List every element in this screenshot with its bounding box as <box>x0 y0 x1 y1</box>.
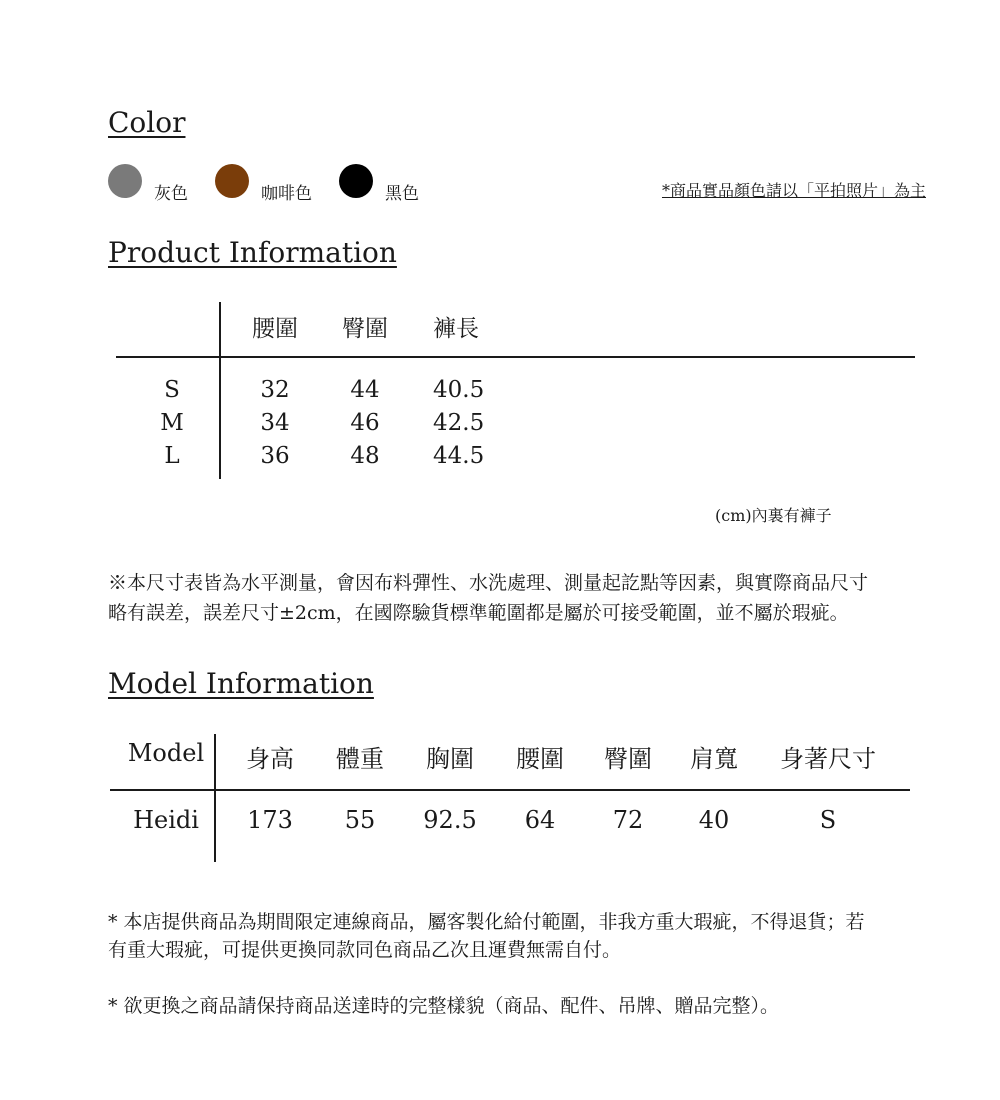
model-shoulder: 40 <box>698 806 730 834</box>
policy-line-2: 有重大瑕疵，可提供更換同款同色商品乙次且運費無需自付。 <box>108 939 622 961</box>
black-swatch-label: 黑色 <box>385 184 419 204</box>
model-col-size-worn: 身著尺寸 <box>780 745 876 773</box>
policy-line-1: * 本店提供商品為期間限定連線商品，屬客製化給付範圍，非我方重大瑕疵，不得退貨；若 <box>108 911 865 933</box>
model-col-waist: 腰圍 <box>516 745 564 773</box>
black-swatch[interactable] <box>339 164 373 198</box>
size-label-m: M <box>160 410 184 436</box>
size-label-l: L <box>164 443 180 469</box>
product-info-heading: Product Information <box>108 236 397 269</box>
model-name: Heidi <box>133 806 199 834</box>
product-table-header-divider <box>116 356 915 358</box>
product-table-vertical-divider <box>219 302 221 479</box>
size-l-length: 44.5 <box>433 443 485 469</box>
model-table-vertical-divider <box>214 734 216 862</box>
model-col-height: 身高 <box>246 745 294 773</box>
model-bust: 92.5 <box>423 806 477 834</box>
size-l-hip: 48 <box>350 443 380 469</box>
size-disclaimer-line-1: ※本尺寸表皆為水平測量，會因布料彈性、水洗處理、測量起訖點等因素，與實際商品尺寸 <box>108 572 869 594</box>
size-s-length: 40.5 <box>433 377 485 403</box>
model-col-hip: 臀圍 <box>604 745 652 773</box>
model-weight: 55 <box>344 806 376 834</box>
unit-note: (cm)內裏有褲子 <box>715 506 832 525</box>
size-s-hip: 44 <box>350 377 380 403</box>
size-l-waist: 36 <box>260 443 290 469</box>
product-col-waist: 腰圍 <box>252 316 298 342</box>
model-height: 173 <box>247 806 293 834</box>
model-table-header-divider <box>110 789 910 791</box>
product-col-length: 褲長 <box>433 316 479 342</box>
size-m-hip: 46 <box>350 410 380 436</box>
gray-swatch-label: 灰色 <box>154 184 188 204</box>
policy-line-3: * 欲更換之商品請保持商品送達時的完整樣貌（商品、配件、吊牌、贈品完整）。 <box>108 995 780 1017</box>
model-col-bust: 胸圍 <box>426 745 474 773</box>
product-col-hip: 臀圍 <box>342 316 388 342</box>
gray-swatch[interactable] <box>108 164 142 198</box>
size-m-length: 42.5 <box>433 410 485 436</box>
color-heading: Color <box>108 106 186 139</box>
size-disclaimer-line-2: 略有誤差，誤差尺寸±2cm，在國際驗貨標準範圍都是屬於可接受範圍，並不屬於瑕疵。 <box>108 602 849 624</box>
model-info-heading: Model Information <box>108 667 374 700</box>
model-waist: 64 <box>524 806 556 834</box>
model-col-model: Model <box>127 739 205 767</box>
size-m-waist: 34 <box>260 410 290 436</box>
model-col-weight: 體重 <box>336 745 384 773</box>
brown-swatch[interactable] <box>215 164 249 198</box>
size-s-waist: 32 <box>260 377 290 403</box>
brown-swatch-label: 咖啡色 <box>261 184 312 204</box>
model-hip: 72 <box>612 806 644 834</box>
color-note: *商品實品顏色請以「平拍照片」為主 <box>661 181 926 200</box>
model-size-worn: S <box>819 806 837 834</box>
size-label-s: S <box>164 377 180 403</box>
model-col-shoulder: 肩寬 <box>690 745 738 773</box>
